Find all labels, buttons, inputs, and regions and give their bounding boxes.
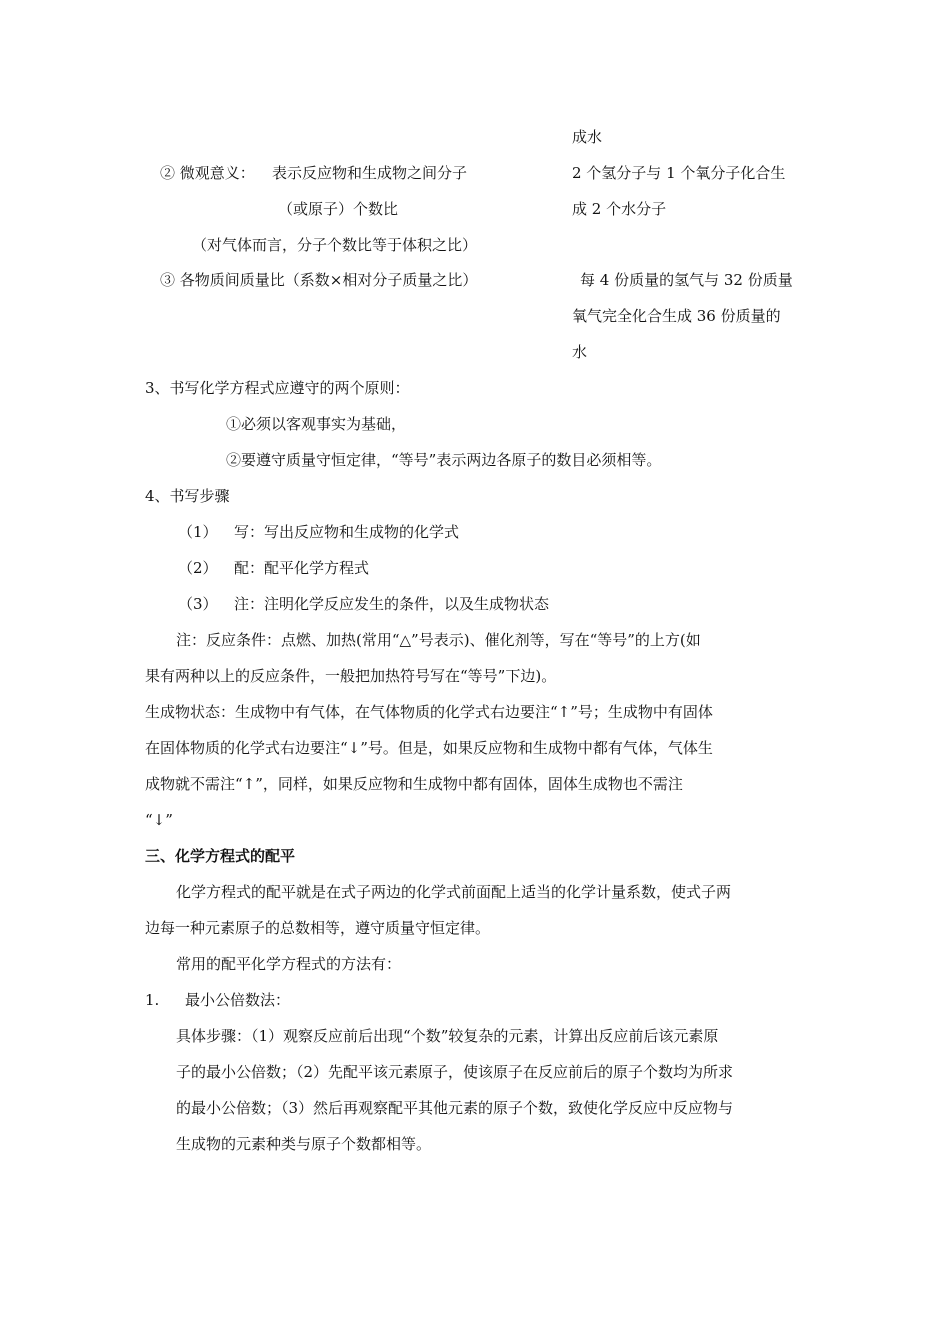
- method-step-line: 生成物的元素种类与原子个数都相等。: [176, 1135, 432, 1153]
- micro-meaning-note: （对气体而言，分子个数比等于体积之比）: [192, 236, 478, 254]
- step-number: （2）: [178, 559, 218, 577]
- state-line: “↓”: [145, 811, 173, 829]
- mass-ratio-label: ③ 各物质间质量比（系数×相对分子质量之比）: [160, 271, 478, 289]
- principle-item: ①必须以客观事实为基础，: [226, 415, 407, 433]
- micro-meaning-label: ② 微观意义：: [160, 164, 255, 182]
- section-heading: 三、化学方程式的配平: [145, 847, 296, 865]
- micro-meaning-desc-cont: （或原子）个数比: [278, 200, 399, 218]
- state-line: 成物就不需注“↑”，同样，如果反应物和生成物中都有固体，固体生成物也不需注: [145, 775, 683, 793]
- right-col-line: 每 4 份质量的氢气与 32 份质量: [580, 271, 793, 289]
- method-title: 最小公倍数法：: [185, 991, 291, 1009]
- step-number: （3）: [178, 595, 218, 613]
- step-text: 注：注明化学反应发生的条件，以及生成物状态: [234, 595, 550, 613]
- right-col-line: 氧气完全化合生成 36 份质量的: [572, 307, 781, 325]
- steps-heading: 4、书写步骤: [145, 487, 230, 505]
- method-number: 1.: [145, 991, 160, 1009]
- principles-heading: 3、书写化学方程式应遵守的两个原则：: [145, 379, 410, 397]
- right-col-line: 成水: [572, 128, 603, 146]
- state-line: 生成物状态：生成物中有气体，在气体物质的化学式右边要注“↑”号；生成物中有固体: [145, 703, 713, 721]
- right-col-line: 水: [572, 343, 588, 361]
- step-text: 配：配平化学方程式: [234, 559, 370, 577]
- right-col-line: 成 2 个水分子: [572, 200, 667, 218]
- state-line: 在固体物质的化学式右边要注“↓”号。但是，如果反应物和生成物中都有气体，气体生: [145, 739, 713, 757]
- paragraph-line: 边每一种元素原子的总数相等，遵守质量守恒定律。: [145, 919, 491, 937]
- step-text: 写：写出反应物和生成物的化学式: [234, 523, 460, 541]
- step-number: （1）: [178, 523, 218, 541]
- methods-intro: 常用的配平化学方程式的方法有：: [176, 955, 402, 973]
- micro-meaning-desc: 表示反应物和生成物之间分子: [272, 164, 468, 182]
- method-step-line: 的最小公倍数；（3）然后再观察配平其他元素的原子个数，致使化学反应中反应物与: [176, 1099, 734, 1117]
- method-step-line: 子的最小公倍数；（2）先配平该元素原子，使该原子在反应前后的原子个数均为所求: [176, 1063, 734, 1081]
- note-line: 果有两种以上的反应条件，一般把加热符号写在“等号”下边)。: [145, 667, 557, 685]
- note-line: 注：反应条件：点燃、加热(常用“△”号表示)、催化剂等，写在“等号”的上方(如: [176, 631, 701, 649]
- principle-item: ②要遵守质量守恒定律，“等号”表示两边各原子的数目必须相等。: [226, 451, 662, 469]
- right-col-line: 2 个氢分子与 1 个氧分子化合生: [572, 164, 786, 182]
- paragraph-line: 化学方程式的配平就是在式子两边的化学式前面配上适当的化学计量系数，使式子两: [176, 883, 732, 901]
- method-step-line: 具体步骤：（1）观察反应前后出现“个数”较复杂的元素，计算出反应前后该元素原: [176, 1027, 719, 1045]
